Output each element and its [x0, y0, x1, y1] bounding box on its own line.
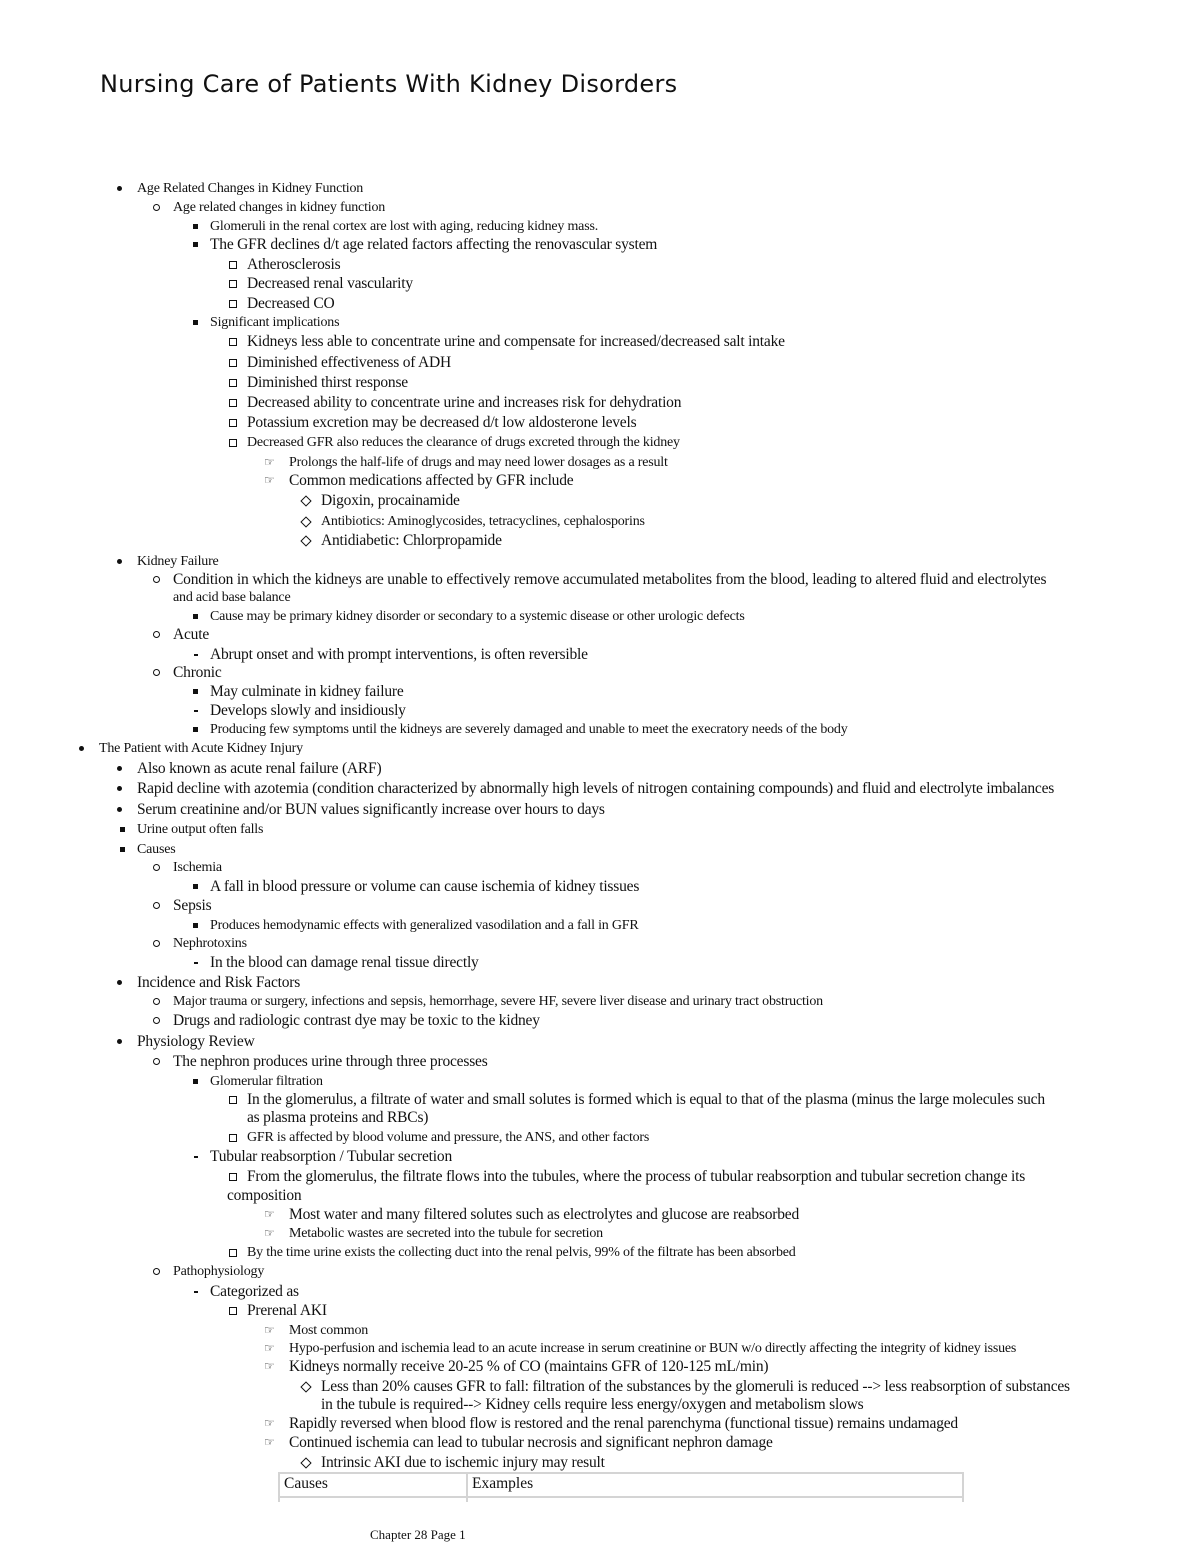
small-dash-bullet-icon	[194, 710, 198, 712]
outline-item-level-3: Nephrotoxins	[173, 936, 247, 951]
hollow-circle-bullet-icon	[153, 1058, 160, 1065]
outline-item-level-4: Producing few symptoms until the kidneys are severely damaged and unable to meet the execratory needs of the body	[210, 722, 848, 737]
hollow-diamond-bullet-icon	[300, 535, 311, 546]
outline-item-level-5: Decreased CO	[247, 295, 335, 312]
square-bullet-icon	[193, 884, 198, 889]
outline-item-level-2: Kidney Failure	[137, 554, 219, 569]
pointing-hand-bullet-icon: ☞	[264, 455, 275, 469]
page-footer: Chapter 28 Page 1	[370, 1527, 466, 1542]
outline-item-level-1: The Patient with Acute Kidney Injury	[99, 741, 303, 756]
outline-item-level-4: A fall in blood pressure or volume can cause ischemia of kidney tissues	[210, 878, 640, 895]
outline-item-level-6: Hypo-perfusion and ischemia lead to an acute increase in serum creatinine or BUN w/o directly affecting the integrity of kidney issues	[289, 1341, 1017, 1356]
outline-item-level-4: Significant implications	[210, 315, 340, 330]
hollow-square-bullet-icon	[229, 1249, 237, 1257]
outline-item-level-5: Potassium excretion may be decreased d/t low aldosterone levels	[247, 414, 637, 431]
outline-item-level-3: Condition in which the kidneys are unable to effectively remove accumulated metabolites from the blood, leading to altered fluid and electrolytes	[173, 571, 1047, 588]
outline-item-level-2: Serum creatinine and/or BUN values significantly increase over hours to days	[137, 801, 605, 818]
outline-item-level-3: Ischemia	[173, 860, 222, 875]
hollow-square-bullet-icon	[229, 379, 237, 387]
square-bullet-icon	[193, 224, 198, 229]
disc-bullet-icon	[117, 1039, 122, 1044]
outline-item-level-6: Kidneys normally receive 20-25 % of CO (maintains GFR of 120-125 mL/min)	[289, 1358, 769, 1375]
disc-bullet-icon	[117, 766, 122, 771]
outline-item-level-3: Age related changes in kidney function	[173, 200, 386, 215]
outline-item-level-3: Pathophysiology	[173, 1264, 265, 1279]
hollow-square-bullet-icon	[229, 261, 237, 269]
hollow-circle-bullet-icon	[153, 998, 160, 1005]
outline-item-level-2: Incidence and Risk Factors	[137, 974, 301, 991]
small-dash-bullet-icon	[194, 1291, 198, 1293]
outline-item-level-3: Sepsis	[173, 897, 212, 914]
pointing-hand-bullet-icon: ☞	[264, 1435, 275, 1449]
hollow-square-bullet-icon	[229, 300, 237, 308]
outline-item-level-3: Acute	[173, 626, 210, 643]
outline-item-level-7: Less than 20% causes GFR to fall: filtration of the substances by the glomeruli is reduced --> less reabsorption of substances	[321, 1378, 1070, 1395]
pointing-hand-bullet-icon: ☞	[264, 473, 275, 487]
square-bullet-icon	[193, 727, 198, 732]
outline-item-level-5: Kidneys less able to concentrate urine and compensate for increased/decreased salt intake	[247, 333, 785, 350]
outline-item-level-5: Prerenal AKI	[247, 1302, 327, 1319]
hollow-circle-bullet-icon	[153, 576, 160, 583]
small-dash-bullet-icon	[194, 962, 198, 964]
outline-item-level-4: Cause may be primary kidney disorder or secondary to a systemic disease or other urologic defects	[210, 609, 745, 624]
pointing-hand-bullet-icon: ☞	[264, 1207, 275, 1221]
disc-bullet-icon	[117, 786, 122, 791]
hollow-square-bullet-icon	[229, 439, 237, 447]
outline-item-level-5: By the time urine exists the collecting duct into the renal pelvis, 99% of the filtrate has been absorbed	[247, 1245, 796, 1260]
outline-item-level-2: Rapid decline with azotemia (condition characterized by abnormally high levels of nitrogen containing compounds) and fluid and electrolyte imbalances	[137, 780, 1055, 797]
hollow-diamond-bullet-icon	[300, 495, 311, 506]
outline-item-level-3: Chronic	[173, 664, 222, 681]
outline-item-level-6: Most water and many filtered solutes such as electrolytes and glucose are reabsorbed	[289, 1206, 800, 1223]
hollow-square-bullet-icon	[229, 399, 237, 407]
hollow-square-bullet-icon	[229, 1134, 237, 1142]
hollow-diamond-bullet-icon	[300, 516, 311, 527]
outline-item-level-5: Decreased renal vascularity	[247, 275, 413, 292]
pointing-hand-bullet-icon: ☞	[264, 1226, 275, 1240]
outline-item-level-6: Metabolic wastes are secreted into the tubule for secretion	[289, 1226, 603, 1241]
outline-item-level-5: Atherosclerosis	[247, 256, 341, 273]
outline-item-level-4: The GFR declines d/t age related factors affecting the renovascular system	[210, 236, 658, 253]
outline-item-level-7: Antidiabetic: Chlorpropamide	[321, 532, 502, 549]
outline-item-level-5: Decreased ability to concentrate urine and increases risk for dehydration	[247, 394, 682, 411]
hollow-square-bullet-icon	[229, 359, 237, 367]
table-cell-examples	[467, 1497, 963, 1502]
outline-item-level-2: Age Related Changes in Kidney Function	[137, 181, 364, 196]
table-header-examples: Examples	[467, 1473, 963, 1497]
square-bullet-icon	[193, 1079, 198, 1084]
hollow-circle-bullet-icon	[153, 902, 160, 909]
outline-item-level-5: composition	[227, 1187, 302, 1204]
outline-item-level-7: in the tubule is required--> Kidney cells require less energy/oxygen and metabolism slows	[321, 1396, 864, 1413]
disc-bullet-icon	[117, 186, 122, 191]
disc-bullet-icon	[117, 559, 122, 564]
hollow-square-bullet-icon	[229, 1096, 237, 1104]
hollow-circle-bullet-icon	[153, 669, 160, 676]
disc-bullet-icon	[117, 807, 122, 812]
hollow-square-bullet-icon	[229, 338, 237, 346]
small-dash-bullet-icon	[194, 1156, 198, 1158]
outline-item-level-4: Tubular reabsorption / Tubular secretion	[210, 1148, 452, 1165]
hollow-diamond-bullet-icon	[300, 1381, 311, 1392]
outline-item-level-7: Digoxin, procainamide	[321, 492, 460, 509]
hollow-diamond-bullet-icon	[300, 1457, 311, 1468]
outline-item-level-5: Decreased GFR also reduces the clearance of drugs excreted through the kidney	[247, 435, 680, 450]
outline-item-level-2: Physiology Review	[137, 1033, 255, 1050]
outline-item-level-7: Antibiotics: Aminoglycosides, tetracyclines, cephalosporins	[321, 514, 645, 529]
outline-item-level-6: Rapidly reversed when blood flow is restored and the renal parenchyma (functional tissue) remains undamaged	[289, 1415, 958, 1432]
outline-item-level-3: Major trauma or surgery, infections and sepsis, hemorrhage, severe HF, severe liver disease and urinary tract obstruction	[173, 994, 823, 1009]
outline-item-level-5: In the glomerulus, a filtrate of water and small solutes is formed which is equal to that of the plasma (minus the large molecules such	[247, 1091, 1045, 1108]
outline-item-level-5: Diminished effectiveness of ADH	[247, 354, 452, 371]
outline-item-level-2: Also known as acute renal failure (ARF)	[137, 760, 382, 777]
outline-item-level-3: Drugs and radiologic contrast dye may be toxic to the kidney	[173, 1012, 540, 1029]
outline-item-level-2: Causes	[137, 842, 176, 857]
disc-bullet-icon	[117, 980, 122, 985]
square-bullet-icon	[120, 847, 125, 852]
outline-item-level-5: Diminished thirst response	[247, 374, 408, 391]
hollow-circle-bullet-icon	[153, 204, 160, 211]
outline-item-level-4: Glomeruli in the renal cortex are lost with aging, reducing kidney mass.	[210, 219, 598, 234]
outline-item-level-4: May culminate in kidney failure	[210, 683, 404, 700]
outline-item-level-6: Most common	[289, 1323, 369, 1338]
outline-item-level-5: From the glomerulus, the filtrate flows into the tubules, where the process of tubular reabsorption and tubular secretion change its	[247, 1168, 1026, 1185]
outline-item-level-6: Prolongs the half-life of drugs and may need lower dosages as a result	[289, 455, 668, 470]
table-cell-causes	[279, 1497, 467, 1502]
outline-item-level-4: Glomerular filtration	[210, 1074, 323, 1089]
hollow-circle-bullet-icon	[153, 1017, 160, 1024]
outline-item-level-3: and acid base balance	[173, 590, 291, 605]
square-bullet-icon	[193, 614, 198, 619]
pointing-hand-bullet-icon: ☞	[264, 1416, 275, 1430]
outline-item-level-7: Intrinsic AKI due to ischemic injury may result	[321, 1454, 605, 1471]
table-header-causes: Causes	[279, 1473, 467, 1497]
hollow-square-bullet-icon	[229, 280, 237, 288]
outline-item-level-2: Urine output often falls	[137, 822, 264, 837]
document-title: Nursing Care of Patients With Kidney Disorders	[100, 70, 678, 98]
causes-examples-table	[278, 1472, 964, 1502]
hollow-square-bullet-icon	[229, 419, 237, 427]
hollow-square-bullet-icon	[229, 1307, 237, 1315]
square-bullet-icon	[193, 689, 198, 694]
square-bullet-icon	[193, 242, 198, 247]
outline-item-level-6: Continued ischemia can lead to tubular necrosis and significant nephron damage	[289, 1434, 773, 1451]
hollow-circle-bullet-icon	[153, 1268, 160, 1275]
square-bullet-icon	[193, 320, 198, 325]
outline-item-level-4: In the blood can damage renal tissue directly	[210, 954, 479, 971]
outline-item-level-5: as plasma proteins and RBCs)	[247, 1109, 429, 1126]
hollow-circle-bullet-icon	[153, 631, 160, 638]
square-bullet-icon	[120, 827, 125, 832]
disc-bullet-icon	[79, 746, 84, 751]
hollow-circle-bullet-icon	[153, 864, 160, 871]
hollow-circle-bullet-icon	[153, 940, 160, 947]
hollow-square-bullet-icon	[229, 1173, 237, 1181]
outline-item-level-4: Categorized as	[210, 1283, 299, 1300]
table-header-row	[279, 1473, 963, 1497]
small-dash-bullet-icon	[194, 654, 198, 656]
pointing-hand-bullet-icon: ☞	[264, 1341, 275, 1355]
table-row	[279, 1497, 963, 1502]
outline-item-level-3: The nephron produces urine through three processes	[173, 1053, 488, 1070]
outline-item-level-5: GFR is affected by blood volume and pressure, the ANS, and other factors	[247, 1130, 650, 1145]
outline-item-level-6: Common medications affected by GFR include	[289, 472, 574, 489]
square-bullet-icon	[193, 923, 198, 928]
outline-item-level-4: Abrupt onset and with prompt interventions, is often reversible	[210, 646, 588, 663]
pointing-hand-bullet-icon: ☞	[264, 1359, 275, 1373]
pointing-hand-bullet-icon: ☞	[264, 1323, 275, 1337]
outline-item-level-4: Develops slowly and insidiously	[210, 702, 406, 719]
outline-item-level-4: Produces hemodynamic effects with generalized vasodilation and a fall in GFR	[210, 918, 639, 933]
